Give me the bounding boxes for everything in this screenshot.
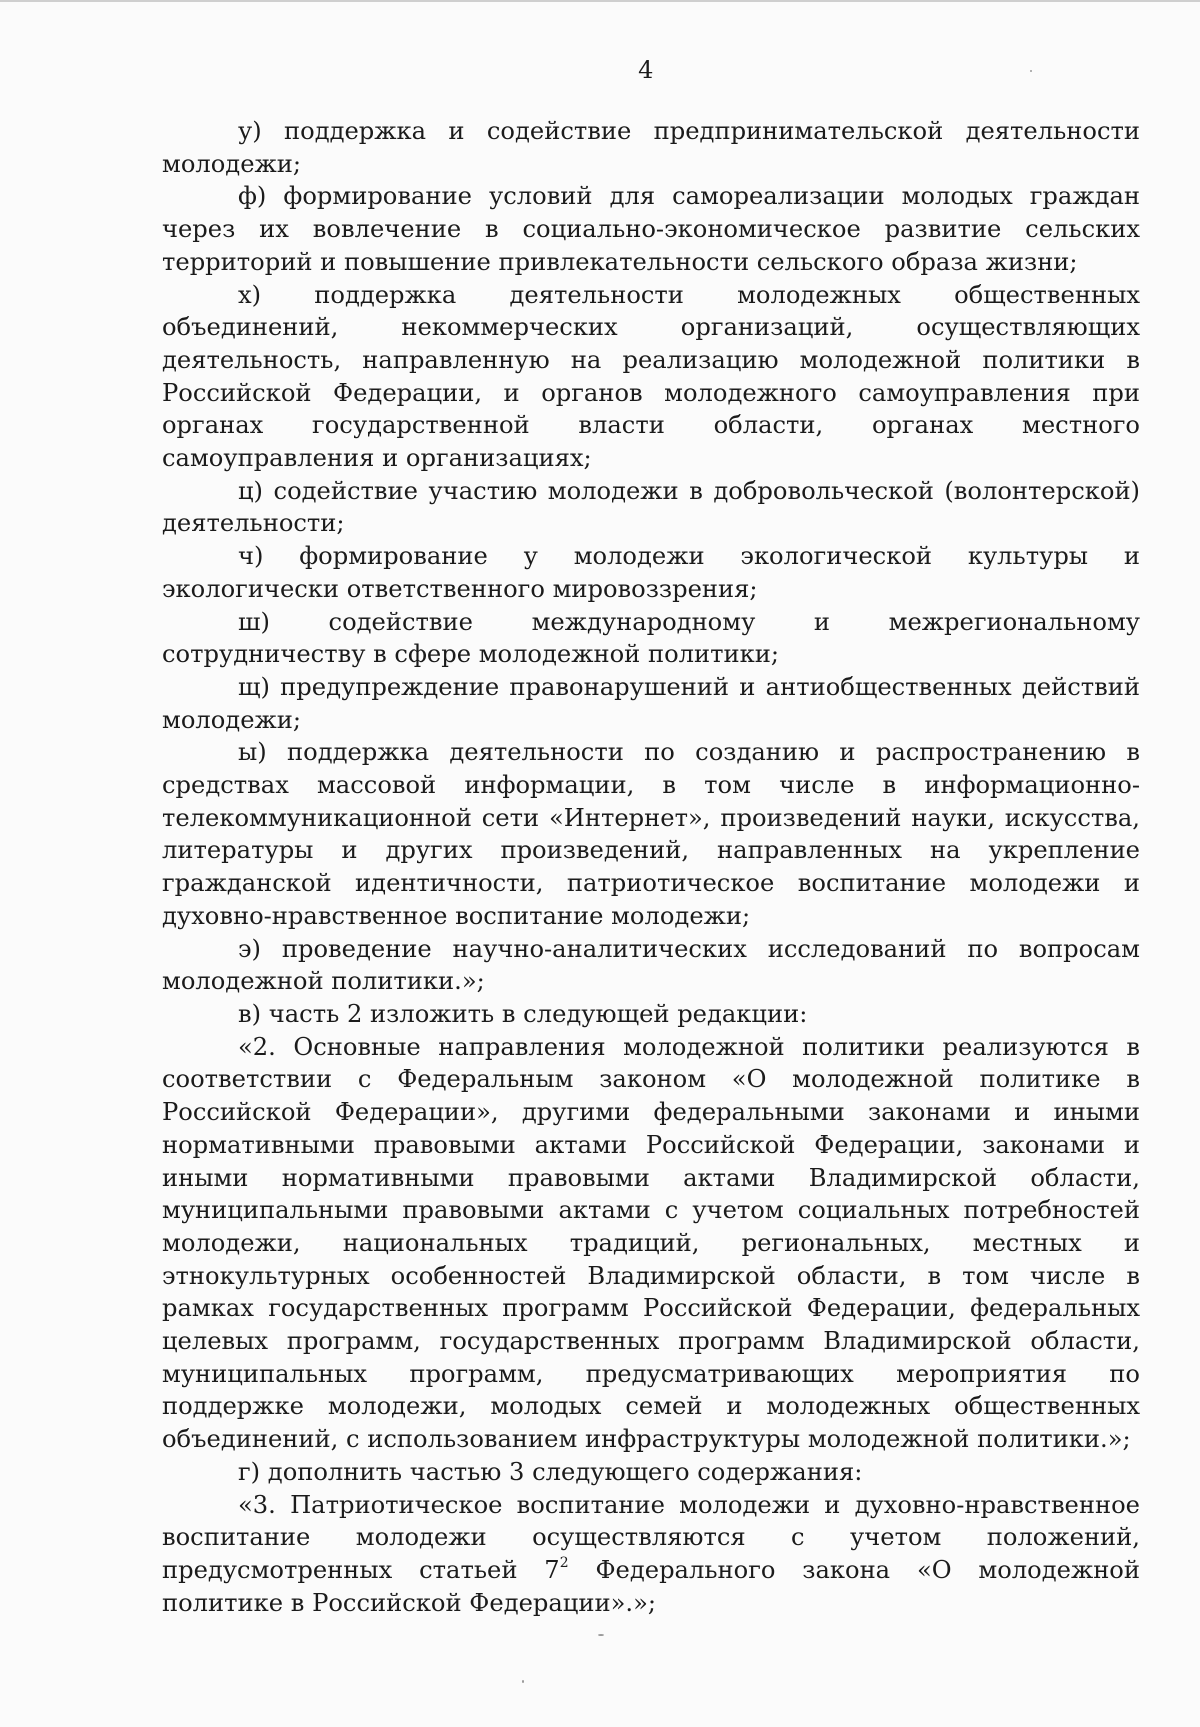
part-3-text-before: «3. Патриотическое воспитание молодежи и духовно-нравственное воспитание молодежи осуществляются с учетом положений, предусмотренных статьей 7: [162, 1490, 1140, 1584]
scan-speck: [1030, 70, 1032, 72]
paragraph-ts: ц) содействие участию молодежи в добровольческой (волонтерской) деятельности;: [162, 476, 1140, 538]
paragraph-e: э) проведение научно-аналитических исследований по вопросам молодежной политики.»;: [162, 934, 1140, 996]
document-body: [162, 115, 1140, 1619]
paragraph-sh: ш) содействие международному и межрегиональному сотрудничеству в сфере молодежной политики;: [162, 607, 1140, 669]
paragraph-part-3: [162, 1489, 1140, 1620]
part-3-text-after: Федерального закона «О молодежной политике в Российской Федерации».»;: [162, 1555, 1140, 1617]
paragraph-kh: х) поддержка деятельности молодежных общественных объединений, некоммерческих организаций, осуществляющих деятельность, направленную на реализацию молодежной политики в Российской Федерации, и органов молодежного самоуправления при органах государственной власти области, органах местного самоуправления и организациях;: [162, 280, 1140, 473]
scan-speck: [598, 1634, 604, 1636]
paragraph-f: ф) формирование условий для самореализации молодых граждан через их вовлечение в социально-экономическое развитие сельских территорий и повышение привлекательности сельского образа жизни;: [162, 182, 1140, 276]
scan-speck: [522, 1680, 524, 1683]
paragraph-y: ы) поддержка деятельности по созданию и распространению в средствах массовой информации, в том числе в информационно-телекоммуникационной сети «Интернет», произведений науки, искусства, литературы и других произведений, направленных на укрепление гражданской идентичности, патриотическое воспитание молодежи и духовно-нравственное воспитание молодежи;: [162, 738, 1140, 930]
paragraph-u: у) поддержка и содействие предпринимательской деятельности молодежи;: [162, 117, 1140, 178]
paragraph-ch: ч) формирование у молодежи экологической культуры и экологически ответственного мировоззрения;: [162, 542, 1140, 603]
paragraph-shch: щ) предупреждение правонарушений и антиобщественных действий молодежи;: [162, 672, 1140, 734]
paragraph-v: в) часть 2 изложить в следующей редакции:: [238, 999, 808, 1028]
paragraph-g: г) дополнить частью 3 следующего содержания:: [238, 1457, 863, 1486]
page-number: 4: [638, 56, 654, 84]
paragraph-part-2: «2. Основные направления молодежной политики реализуются в соответствии с Федеральным законом «О молодежной политике в Российской Федерации», другими федеральными законами и иными нормативными правовыми актами Российской Федерации, законами и иными нормативными правовыми актами Владимирской области, муниципальными правовыми актами с учетом социальных потребностей молодежи, национальных традиций, региональных, местных и этнокультурных особенностей Владимирской области, в том числе в рамках государственных программ Российской Федерации, федеральных целевых программ, государственных программ Владимирской области, муниципальных программ, предусматривающих мероприятия по поддержке молодежи, молодых семей и молодежных общественных объединений, с использованием инфраструктуры молодежной политики.»;: [162, 1032, 1140, 1454]
scan-top-edge: [0, 0, 1200, 2]
article-superscript: 2: [559, 1554, 569, 1571]
